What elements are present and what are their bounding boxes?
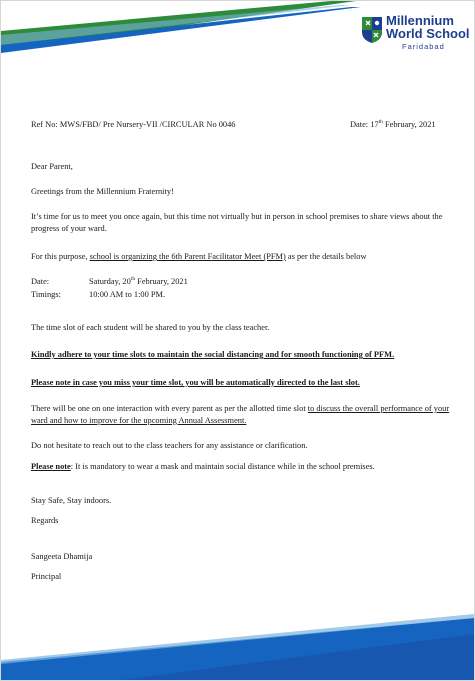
school-name-line2: World School: [386, 26, 470, 41]
paragraph-missed-slot: Please note in case you miss your time slot, you will be automatically directed to the last slot.: [31, 378, 360, 387]
shield-icon: [361, 16, 383, 44]
salutation: Dear Parent,: [31, 162, 73, 171]
closing-regards: Regards: [31, 516, 59, 525]
paragraph-mask-note: [31, 461, 375, 473]
purpose-prefix: For this purpose,: [31, 252, 90, 261]
school-logo: [359, 14, 471, 58]
paragraph-adhere-slots: Kindly adhere to your time slots to maintain the social distancing and for smooth functioning of PFM.: [31, 350, 395, 359]
mask-note-text: : It is mandatory to wear a mask and maintain social distance while in the school premises.: [70, 462, 375, 471]
paragraph-purpose: [31, 251, 367, 263]
reference-number: Ref No: MWS/FBD/ Pre Nursery-VII /CIRCULAR No 0046: [31, 120, 236, 129]
meet-date-suffix: February, 2021: [135, 277, 188, 286]
timings-value: 10:00 AM to 1:00 PM.: [89, 290, 166, 299]
purpose-underlined: school is organizing the 6th Parent Facilitator Meet (PFM): [89, 252, 286, 261]
signatory-name: Sangeeta Dhamija: [31, 552, 93, 561]
paragraph-time-slot: The time slot of each student will be shared to you by the class teacher.: [31, 323, 270, 332]
paragraph-meeting-intro: It’s time for us to meet you once again, but this time not virtually but in person in school premises to share views about the progress of your ward.: [31, 212, 443, 233]
meet-date-sup: th: [130, 276, 136, 283]
school-name-line1: Millennium: [386, 13, 454, 28]
closing-stay-safe: Stay Safe, Stay indoors.: [31, 496, 112, 505]
footer-swoosh: [1, 610, 474, 680]
meet-date-prefix: Saturday, 20: [89, 277, 131, 286]
purpose-suffix: as per the details below: [285, 252, 367, 261]
greeting: Greetings from the Millennium Fraternity!: [31, 187, 174, 196]
circular-date-suffix: February, 2021: [382, 120, 436, 129]
timings-label: Timings:: [31, 290, 61, 299]
meet-date-value: [89, 277, 188, 286]
signatory-title: Principal: [31, 572, 62, 581]
mask-note-label: Please note: [31, 462, 71, 471]
circular-date-sup: th: [378, 119, 383, 126]
circular-date-prefix: Date: 17: [350, 120, 379, 129]
circular-date: [350, 119, 436, 131]
paragraph-reach-out: Do not hesitate to reach out to the class teachers for any assistance or clarification.: [31, 441, 308, 450]
interaction-underlined: to discuss the overall performance of your ward and how to improve for the upcoming Annual Assessment.: [31, 404, 450, 425]
paragraph-interaction: [31, 403, 456, 426]
interaction-prefix: There will be one on one interaction with every parent as per the allotted time slot: [31, 404, 308, 413]
school-name-line3: Faridabad: [402, 42, 445, 51]
meet-date-label: Date:: [31, 277, 50, 286]
